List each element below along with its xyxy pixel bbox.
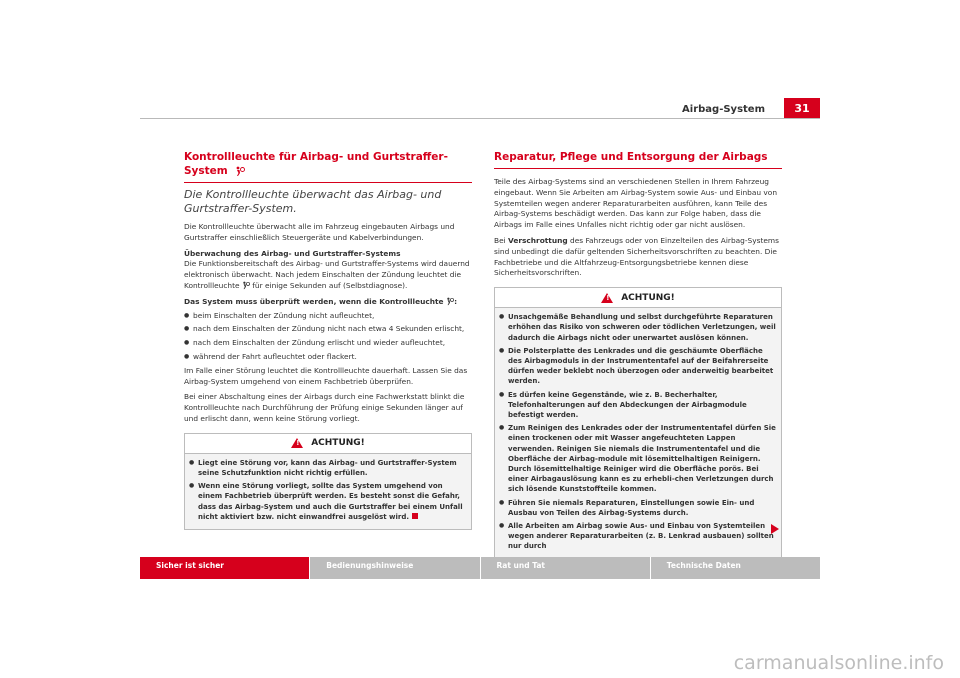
warning-triangle-icon: !	[291, 438, 303, 448]
footer-nav	[140, 557, 820, 579]
page-number: 31	[784, 98, 820, 119]
paragraph: Bei Verschrottung des Fahrzeugs oder von Einzelteilen des Airbag-Systems sind unbedingt die dafür geltenden Sicherheitsvorschriften zu beachten. Die Fachbetriebe und die Altfahrzeug-Entsorgungsbetriebe kennen diese Sicherheitsvorschriften.	[494, 235, 779, 278]
warning-body	[495, 308, 781, 558]
airbag-warning-icon	[235, 166, 245, 177]
header-rule	[140, 118, 820, 119]
warning-header: ! ACHTUNG!	[495, 288, 781, 308]
warning-header: ! ACHTUNG!	[185, 434, 471, 454]
airbag-warning-icon	[446, 297, 454, 306]
end-marker-icon	[412, 513, 418, 519]
sub-heading-pruefung: Das System muss überprüft werden, wenn die Kontrollleuchte :	[184, 296, 458, 306]
paragraph: Im Falle einer Störung leuchtet die Kontrollleuchte dauerhaft. Lassen Sie das Airbag-System umgehend von einem Fachbetrieb überprüfen.	[184, 365, 468, 386]
list-item: ● beim Einschalten der Zündung nicht aufleuchtet,	[184, 311, 472, 322]
warning-triangle-icon: !	[601, 293, 613, 303]
paragraph: Bei einer Abschaltung eines der Airbags durch eine Fachwerkstatt blinkt die Kontrollleuchte nach Durchführung der Prüfung einige Sekunden länger auf und erlischt dann, wenn keine Störung vorliegt.	[184, 392, 465, 423]
watermark: carmanualsonline.info	[733, 652, 944, 674]
warning-body	[185, 454, 471, 529]
warning-box	[184, 433, 472, 530]
sub-heading-ueberwachung: Überwachung des Airbag- und Gurtstraffer-Systems	[184, 248, 401, 258]
list-item: ● nach dem Einschalten der Zündung erlischt und wieder aufleuchtet,	[184, 338, 472, 349]
section-heading-kontrollleuchte: Kontrollleuchte für Airbag- und Gurtstraffer-System	[184, 150, 472, 183]
tab-sicher-ist-sicher[interactable]: Sicher ist sicher	[140, 557, 309, 579]
paragraph: Teile des Airbag-Systems sind an verschiedenen Stellen in Ihrem Fahrzeug eingebaut. Wenn Sie Arbeiten am Airbag-System sowie Aus- und Einbau von Systemteilen wegen anderer Reparaturarbeiten ausführen, kann Teile des Airbag-Systems beschädigt werden. Das kann zur Folge haben, dass die Airbags im Falle eines Unfalles nicht richtig oder gar nicht auslösen.	[494, 177, 778, 230]
warning-item: ● Es dürfen keine Gegenstände, wie z. B. Becherhalter, Telefonhalterungen auf den Abdeckungen der Airbagmodule befestigt werden.	[499, 390, 777, 421]
tab-technische-daten[interactable]: Technische Daten	[650, 557, 820, 579]
continue-arrow-icon	[771, 524, 779, 534]
warning-item: ● Wenn eine Störung vorliegt, sollte das System umgehend von einem Fachbetrieb überprüft werden. Es besteht sonst die Gefahr, dass das Airbag-System und auch die Gurtstraffer bei einem Unfall nicht aktiviert bzw. nicht einwandfrei ausgelöst wird.	[189, 481, 467, 522]
paragraph: Die Funktionsbereitschaft des Airbag- und Gurtstraffer-Systems wird dauernd elektronisch überwacht. Nach jedem Einschalten der Zündung leuchtet die Kontrollleuchte für einige Sekunden auf (Selbstdiagnose).	[184, 259, 470, 290]
list-item: ● nach dem Einschalten der Zündung nicht nach etwa 4 Sekunden erlischt,	[184, 324, 472, 335]
tab-bedienungshinweise[interactable]: Bedienungshinweise	[309, 557, 479, 579]
left-column	[184, 150, 472, 530]
warning-item: ● Liegt eine Störung vor, kann das Airbag- und Gurtstraffer-System seine Schutzfunktion nicht richtig erfüllen.	[189, 458, 467, 478]
right-column	[494, 150, 782, 560]
warning-item: ● Führen Sie niemals Reparaturen, Einstellungen sowie Ein- und Ausbau von Teilen des Airbag-Systems durch.	[499, 498, 777, 518]
warning-item: ● Zum Reinigen des Lenkrades oder der Instrumententafel dürfen Sie einen trockenen oder mit Wasser angefeuchteten Lappen verwenden. Reinigen Sie niemals die Instrumententafel und die Oberfläche der Airbag-module mit lösemittelhaltigen Reinigern. Durch lösemittelhaltige Reiniger wird die Oberfläche porös. Bei einer Airbagauslösung kann es zu erhebli-chen Verletzungen durch sich lösende Kunststoffteile kommen.	[499, 423, 777, 494]
section-heading-reparatur: Reparatur, Pflege und Entsorgung der Airbags	[494, 150, 782, 169]
tab-rat-und-tat[interactable]: Rat und Tat	[480, 557, 650, 579]
intro-text: Die Kontrollleuchte überwacht das Airbag- und Gurtstraffer-System.	[184, 188, 442, 215]
paragraph: Die Kontrollleuchte überwacht alle im Fahrzeug eingebauten Airbags und Gurtstraffer einschließlich Steuergeräte und Kabelverbindungen.	[184, 222, 455, 242]
warning-item: ● Die Polsterplatte des Lenkrades und die geschäumte Oberfläche des Airbagmoduls in der Instrumententafel auf der Beifahrerseite dürfen weder beklebt noch überzogen oder anderweitig bearbeitet werden.	[499, 346, 777, 387]
warning-item: ● Alle Arbeiten am Airbag sowie Aus- und Einbau von Systemteilen wegen anderer Reparaturarbeiten (z. B. Lenkrad ausbauen) sollten nur durch	[499, 521, 777, 552]
warning-item: ● Unsachgemäße Behandlung und selbst durchgeführte Reparaturen erhöhen das Risiko von schweren oder tödlichen Verletzungen, weil dadurch die Airbags nicht oder unerwartet auslösen können.	[499, 312, 777, 343]
running-title: Airbag-System	[682, 104, 765, 115]
warning-box	[494, 287, 782, 559]
airbag-warning-icon	[242, 281, 250, 290]
list-item: ● während der Fahrt aufleuchtet oder flackert.	[184, 352, 472, 363]
